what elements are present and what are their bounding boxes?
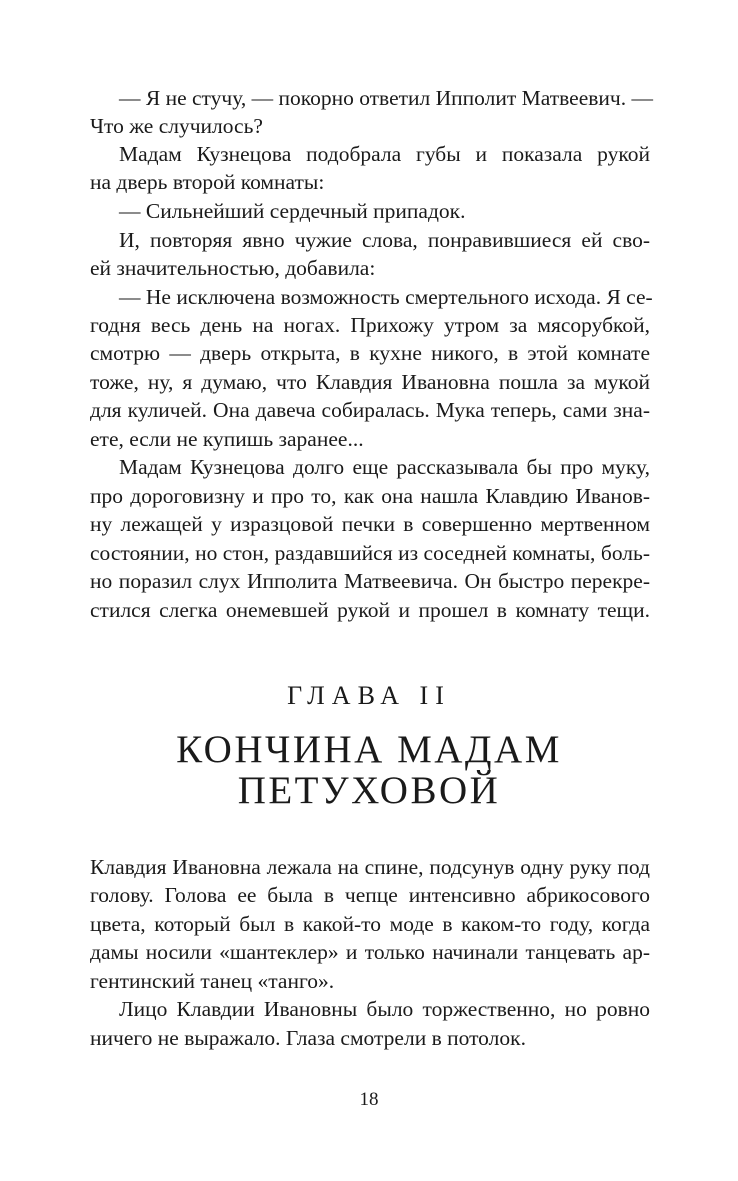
text-line: ете, если не купишь заранее... [90, 427, 364, 451]
text-line: цвета, который был в какой-то моде в каком-то году, когда [90, 912, 650, 936]
text-line: смотрю — дверь открыта, в кухне никого, в этой комнате [90, 341, 650, 365]
text-line: Лицо Клавдии Ивановны было торжественно, но ровно [119, 997, 650, 1021]
text-line: но поразил слух Ипполита Матвеевича. Он быстро перекре- [90, 569, 650, 593]
text-line: ничего не выражало. Глаза смотрели в потолок. [90, 1026, 526, 1050]
chapter-title-line-2: ПЕТУХОВОЙ [237, 769, 501, 812]
text-line: голову. Голова ее была в чепце интенсивно абрикосового [90, 883, 650, 907]
text-line: И, повторяя явно чужие слова, понравившиеся ей сво- [119, 228, 650, 252]
text-line: Что же случилось? [90, 114, 263, 138]
text-line: — Не исключена возможность смертельного исхода. Я се- [119, 285, 653, 309]
text-line: на дверь второй комнаты: [90, 170, 325, 194]
text-line: дамы носили «шантеклер» и только начинали танцевать ар- [90, 940, 650, 964]
text-line: ну лежащей у изразцовой печки в совершенно мертвенном [90, 512, 650, 536]
chapter-title-line-1: КОНЧИНА МАДАМ [176, 728, 562, 771]
text-line: — Я не стучу, — покорно ответил Ипполит Матвеевич. — [119, 86, 653, 110]
text-line: Клавдия Ивановна лежала на спине, подсунув одну руку под [90, 855, 650, 879]
text-line: Мадам Кузнецова долго еще рассказывала бы про муку, [119, 455, 650, 479]
text-line: тоже, ну, я думаю, что Клавдия Ивановна пошла за мукой [90, 370, 650, 394]
text-line: ей значительностью, добавила: [90, 256, 376, 280]
text-line: для куличей. Она давеча собиралась. Мука теперь, сами зна- [90, 398, 650, 422]
page-number: 18 [359, 1089, 379, 1110]
text-line: гентинский танец «танго». [90, 969, 335, 993]
chapter-label: ГЛАВА II [287, 681, 451, 710]
text-line: Мадам Кузнецова подобрала губы и показала рукой [119, 142, 650, 166]
text-line: про дороговизну и про то, как она нашла Клавдию Иванов- [90, 484, 650, 508]
text-line: стился слегка онемевшей рукой и прошел в комнату тещи. [90, 598, 650, 622]
text-line: состоянии, но стон, раздавшийся из соседней комнаты, боль- [90, 541, 650, 565]
text-line: — Сильнейший сердечный припадок. [119, 199, 466, 223]
text-line: годня весь день на ногах. Прихожу утром за мясорубкой, [90, 313, 650, 337]
